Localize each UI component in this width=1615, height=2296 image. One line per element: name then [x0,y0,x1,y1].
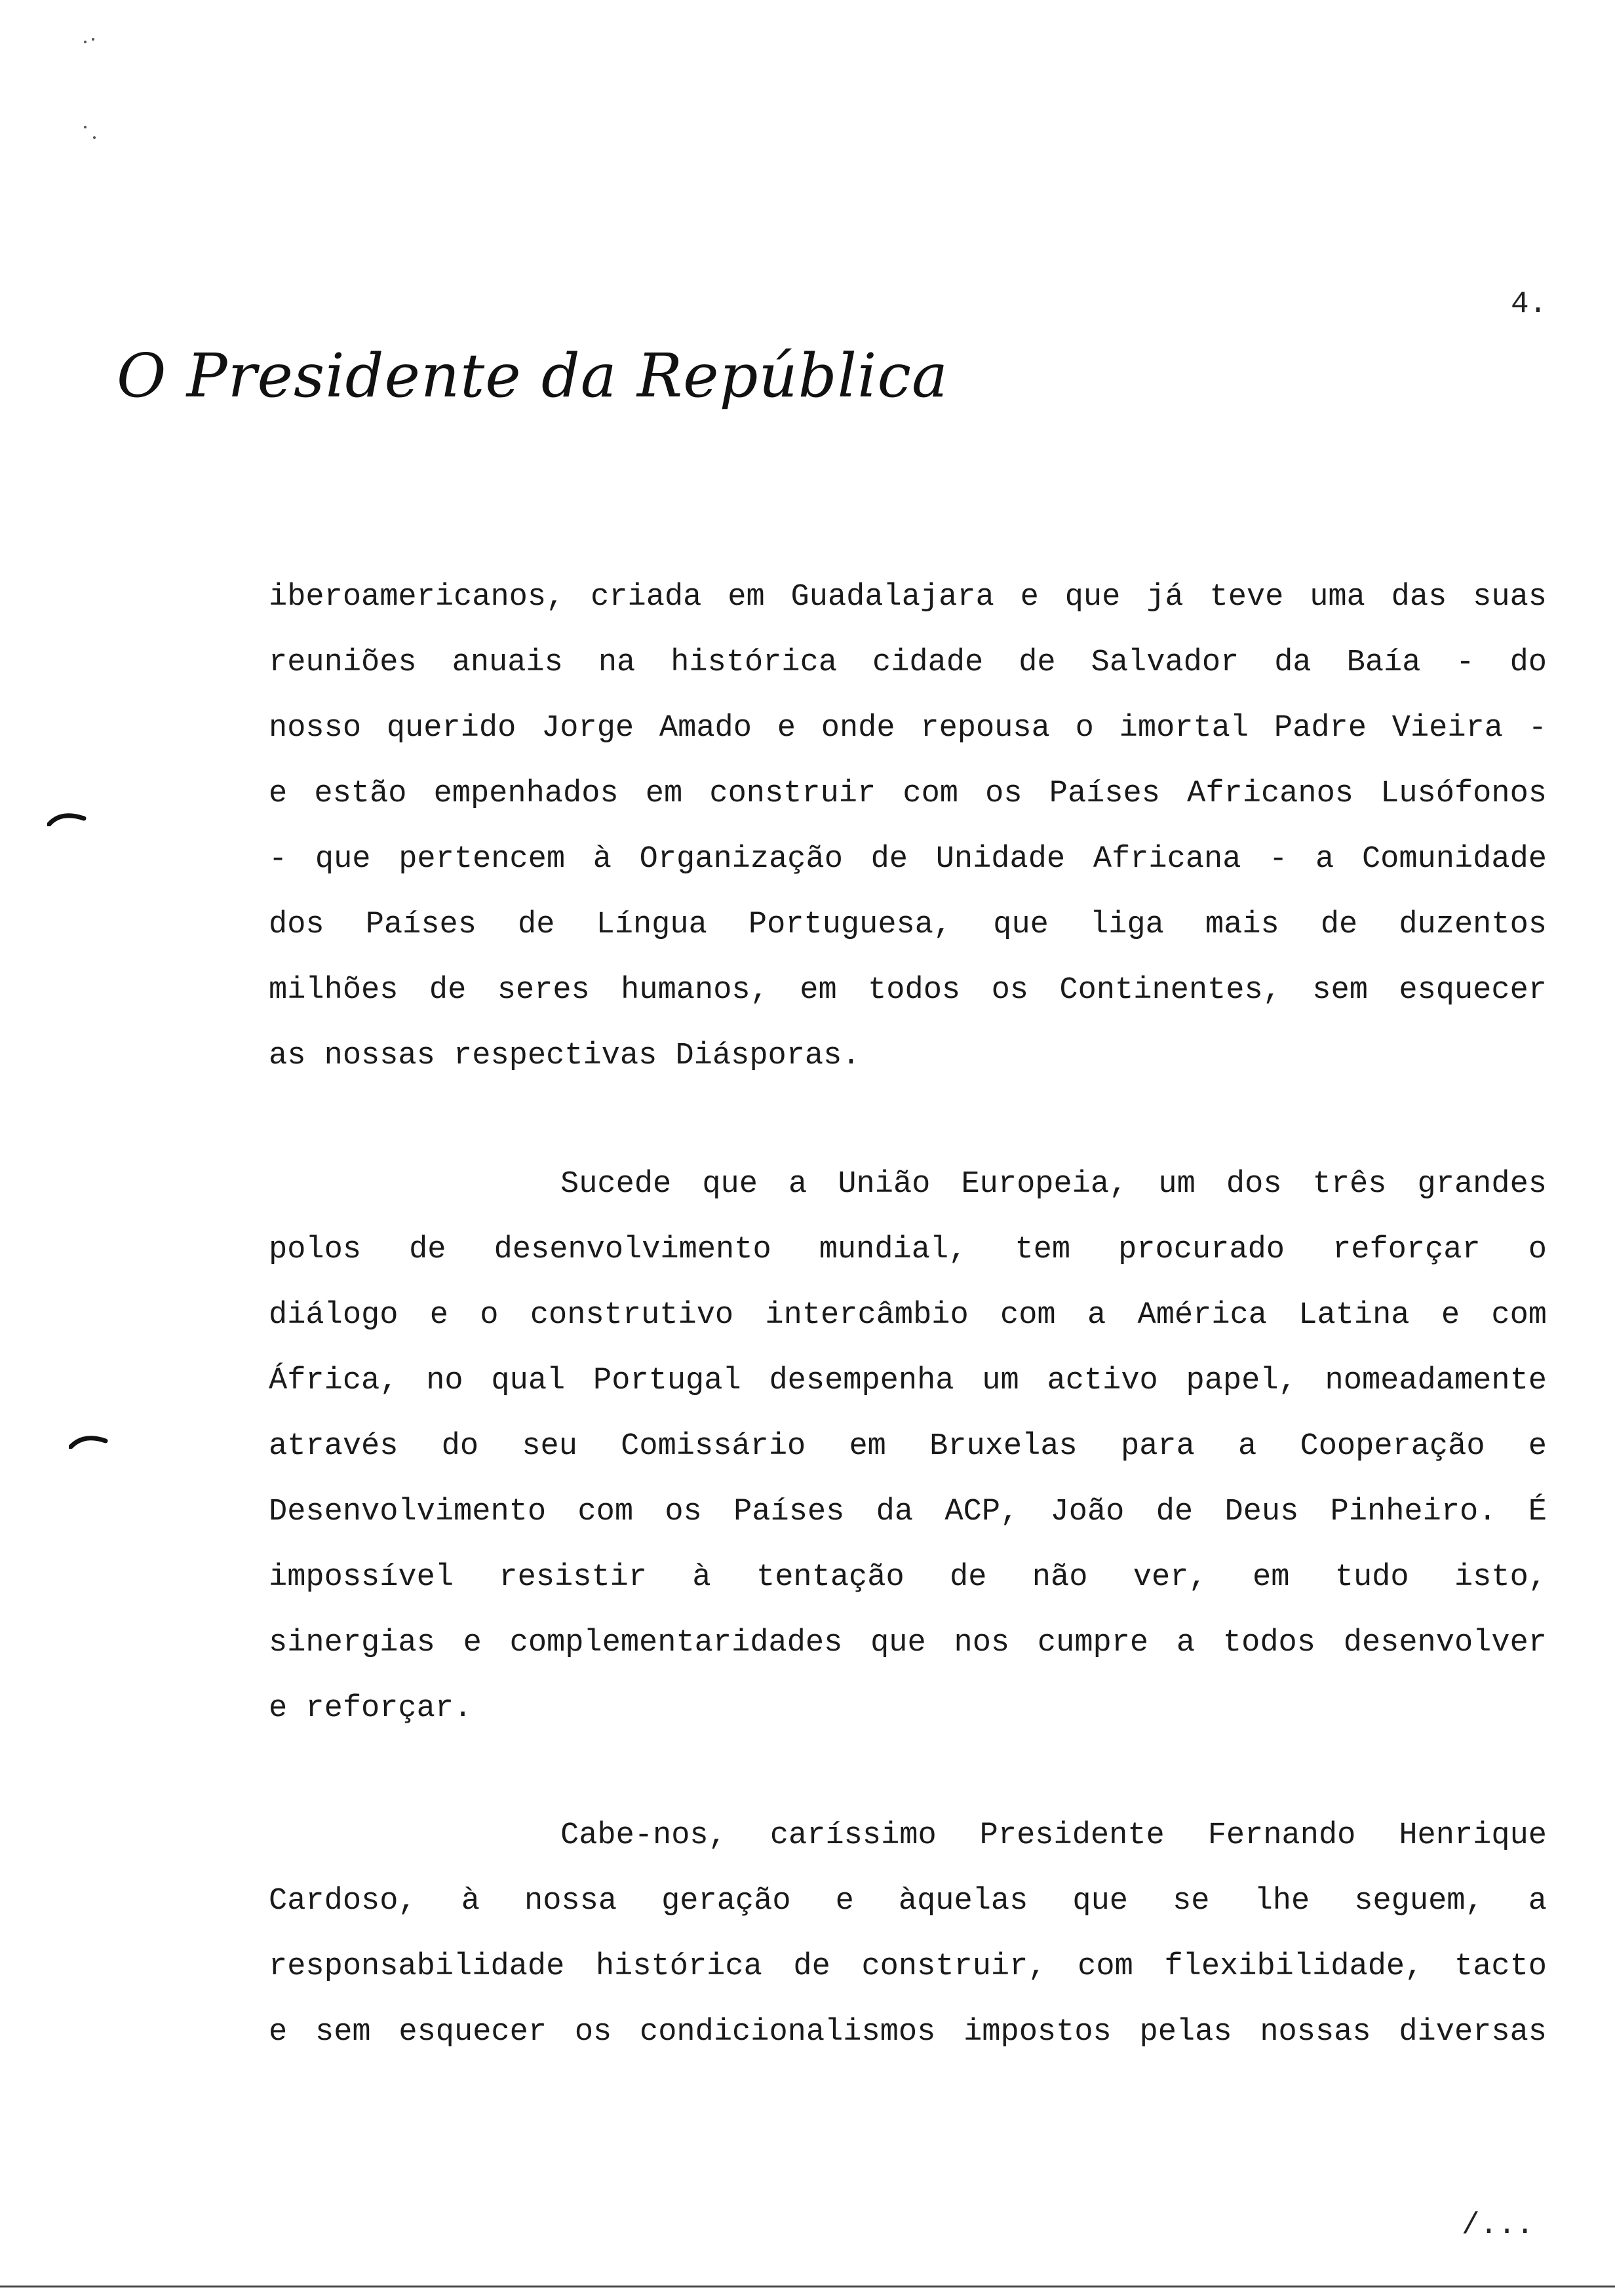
scan-speck [92,38,94,41]
text-line: Desenvolvimento com os Países da ACP, João de Deus Pinheiro. É [269,1495,1547,1529]
text-line: polos de desenvolvimento mundial, tem procurado reforçar o [269,1233,1547,1267]
text-line: África, no qual Portugal desempenha um activo papel, nomeadamente [269,1364,1547,1398]
text-line: Cardoso, à nossa geração e àquelas que se lhe seguem, a [269,1884,1547,1919]
text-line: e sem esquecer os condicionalismos impostos pelas nossas diversas [269,2015,1547,2050]
text-line: reuniões anuais na histórica cidade de Salvador da Baía - do [269,645,1547,680]
text-line: através do seu Comissário em Bruxelas para a Cooperação e [269,1429,1547,1464]
text-line: iberoamericanos, criada em Guadalajara e que já teve uma das suas [269,580,1547,615]
scan-speck [93,136,96,139]
text-line: impossível resistir à tentação de não ver, em tudo isto, [269,1560,1547,1595]
paragraph-2 [269,1152,1547,1742]
paragraph-3 [269,1803,1547,2065]
text-line: sinergias e complementaridades que nos cumpre a todos desenvolver [269,1626,1547,1660]
text-line: as nossas respectivas Diásporas. [269,1039,861,1073]
text-line: Cabe-nos, caríssimo Presidente Fernando Henrique [560,1818,1547,1853]
scan-speck [84,41,87,43]
text-line: responsabilidade histórica de construir, com flexibilidade, tacto [269,1949,1547,1984]
paragraph-1 [269,565,1547,1089]
text-line: milhões de seres humanos, em todos os Continentes, sem esquecer [269,973,1547,1008]
text-line: Sucede que a União Europeia, um dos três grandes [560,1167,1547,1202]
continuation-mark: /... [1462,2208,1534,2242]
punch-hole-mark [47,809,87,826]
text-line: e reforçar. [269,1691,473,1726]
scan-speck [84,126,87,128]
text-line: diálogo e o construtivo intercâmbio com a América Latina e com [269,1298,1547,1333]
text-line: - que pertencem à Organização de Unidade Africana - a Comunidade [269,842,1547,877]
punch-hole-mark [69,1432,108,1449]
text-line: dos Países de Língua Portuguesa, que liga mais de duzentos [269,908,1547,942]
text-line: e estão empenhados em construir com os Países Africanos Lusófonos [269,776,1547,811]
page-number: 4. [1511,287,1547,321]
text-line: nosso querido Jorge Amado e onde repousa o imortal Padre Vieira - [269,711,1547,746]
scan-edge-line [0,2286,1615,2287]
letterhead-title: O Presidente da República [117,341,948,411]
